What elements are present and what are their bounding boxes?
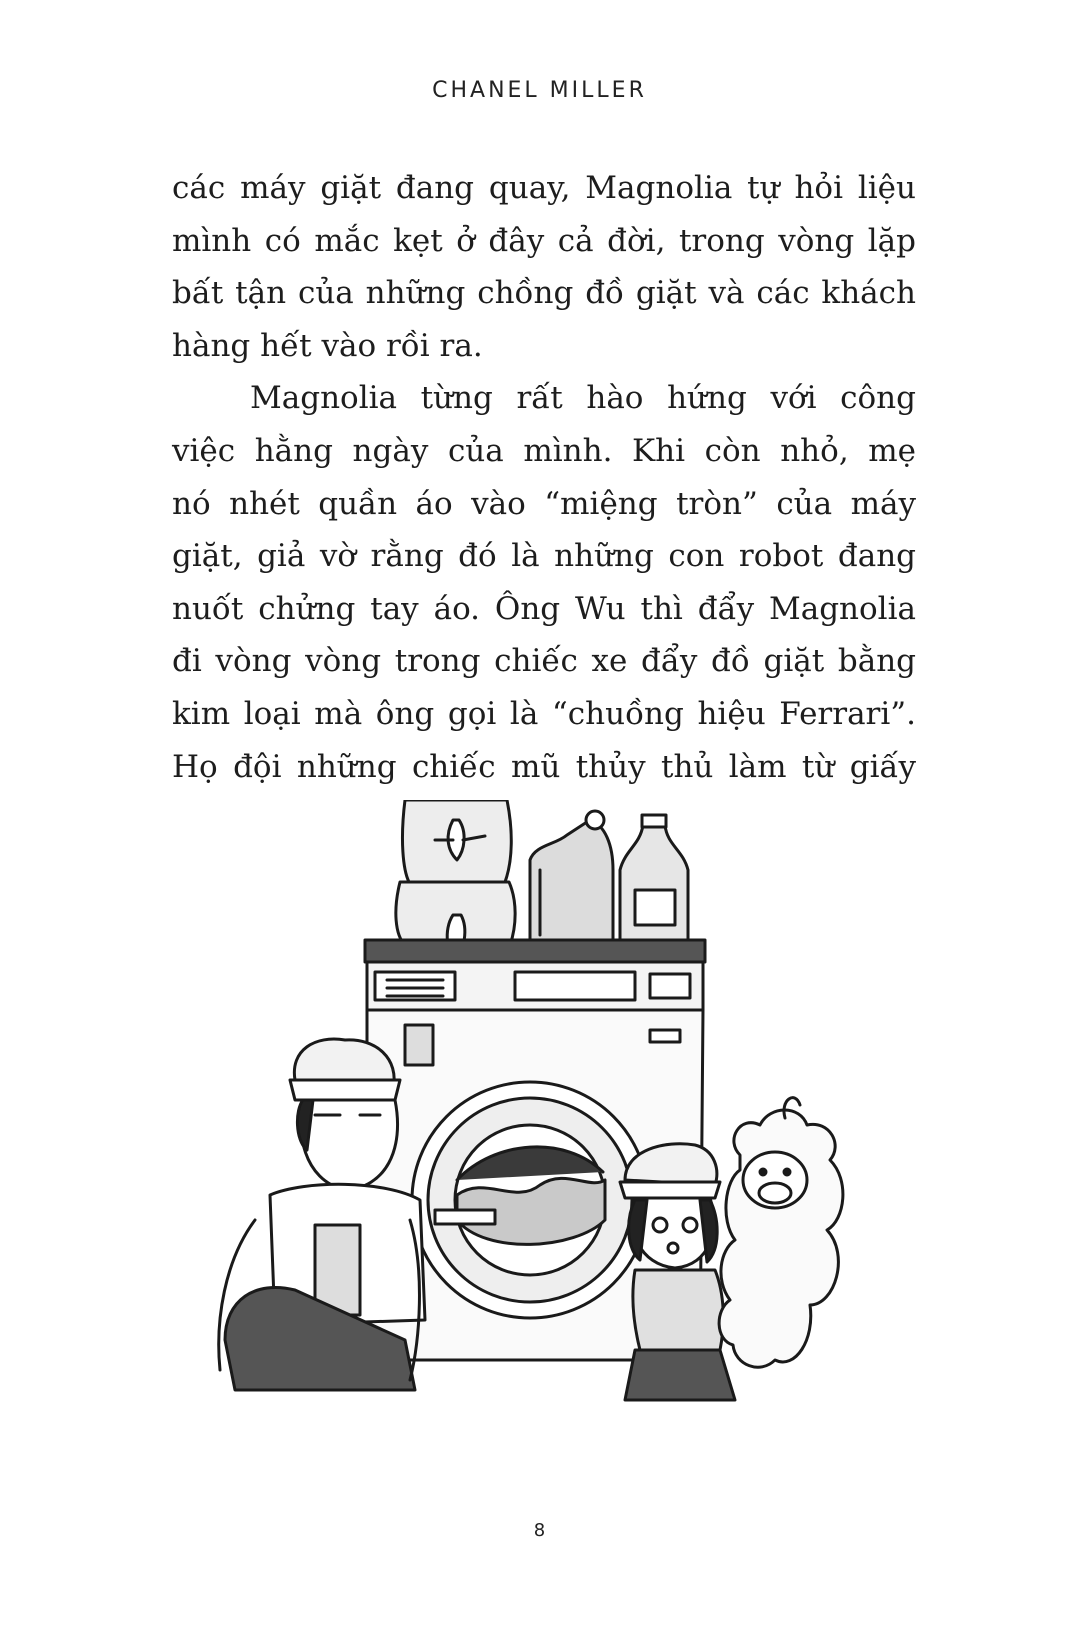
text-line: giặt, giả vờ rằng đó là những con robot đang (172, 538, 916, 575)
laundromat-illustration (195, 800, 915, 1460)
father-figure (219, 1039, 425, 1390)
laundry-bundle-top (402, 800, 511, 882)
detergent-jug (530, 811, 613, 945)
text-line: mình có mắc kẹt ở đây cả đời, trong vòng lặp (172, 222, 916, 259)
bleach-bottle (620, 815, 688, 945)
text-line: Họ đội những chiếc mũ thủy thủ làm từ giấy (172, 748, 916, 785)
text-line: Magnolia từng rất hào hứng với công (250, 380, 916, 417)
girl-figure (620, 1144, 735, 1400)
text-line: đi vòng vòng trong chiếc xe đẩy đồ giặt bằng (172, 643, 916, 680)
running-header: CHANEL MILLER (432, 78, 647, 103)
text-line: nuốt chửng tay áo. Ông Wu thì đẩy Magnolia (172, 590, 916, 627)
text-line: hàng hết vào rồi ra. (172, 327, 483, 364)
text-line: các máy giặt đang quay, Magnolia tự hỏi liệu (172, 170, 916, 206)
page-number: 8 (533, 1520, 546, 1541)
body-text (172, 162, 916, 793)
text-line: bất tận của những chồng đồ giặt và các khách (172, 275, 916, 312)
text-line: kim loại mà ông gọi là “chuồng hiệu Ferrari”. (172, 695, 916, 732)
stuffed-sheep (719, 1098, 843, 1368)
text-line: việc hằng ngày của mình. Khi còn nhỏ, mẹ (172, 432, 916, 469)
text-line: nó nhét quần áo vào “miệng tròn” của máy (172, 485, 916, 522)
